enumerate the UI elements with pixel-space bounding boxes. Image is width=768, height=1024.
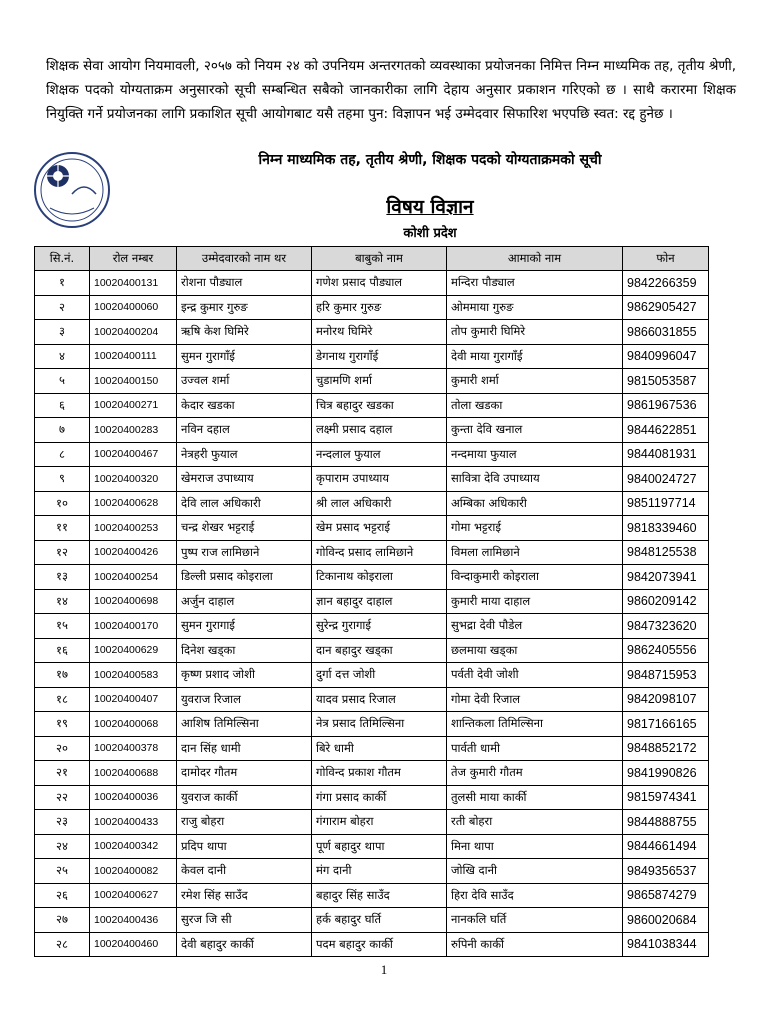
phone-cell: 9840996047 — [623, 344, 709, 369]
father-name-cell: गंगाराम बोहरा — [312, 810, 447, 835]
table-row — [35, 540, 709, 565]
table-row — [35, 442, 709, 467]
candidate-table — [34, 246, 709, 957]
father-name-cell: हर्क बहादुर घर्ति — [312, 908, 447, 933]
phone-cell: 9865874279 — [623, 883, 709, 908]
table-row — [35, 369, 709, 394]
mother-name-cell: विमला लामिछाने — [447, 540, 623, 565]
table-row — [35, 761, 709, 786]
header-serial: सि.नं. — [35, 247, 90, 271]
mother-name-cell: तोप कुमारी घिमिरे — [447, 320, 623, 345]
candidate-name-cell: खेमराज उपाध्याय — [177, 467, 312, 492]
subject-heading — [150, 193, 710, 219]
subject-text: विषय विज्ञान — [386, 196, 474, 218]
roll-number-cell: 10020400342 — [90, 834, 177, 859]
phone-cell: 9844888755 — [623, 810, 709, 835]
serial-cell: २४ — [35, 834, 90, 859]
candidate-name-cell: कृष्ण प्रशाद जोशी — [177, 663, 312, 688]
serial-cell: १ — [35, 271, 90, 296]
candidate-name-cell: रोशना पौड्याल — [177, 271, 312, 296]
serial-cell: १५ — [35, 614, 90, 639]
table-row — [35, 295, 709, 320]
serial-cell: २० — [35, 736, 90, 761]
mother-name-cell: ओममाया गुरुङ — [447, 295, 623, 320]
candidate-name-cell: नविन दहाल — [177, 418, 312, 443]
table-row — [35, 344, 709, 369]
candidate-name-cell: पुष्प राज लामिछाने — [177, 540, 312, 565]
phone-cell: 9842266359 — [623, 271, 709, 296]
roll-number-cell: 10020400150 — [90, 369, 177, 394]
father-name-cell: बिरे धामी — [312, 736, 447, 761]
table-row — [35, 565, 709, 590]
table-row — [35, 736, 709, 761]
serial-cell: २ — [35, 295, 90, 320]
intro-paragraph: शिक्षक सेवा आयोग नियमावली, २०५७ को नियम २४ को उपनियम अन्तरगतको व्यवस्थाका प्रयोजनका निमित्त निम्न माध्यमिक तह, तृतीय श्रेणी, शिक्षक पदको योग्यताक्रम अनुसारको सूची सम्बन्धित सबैको जानकारीका लागि देहाय अनुसार प्रकाशन गरिएको छ । साथै करारमा शिक्षक नियुक्ति गर्ने प्रयोजनका लागि प्रकाशित सूची आयोगबाट यसै तहमा पुन: विज्ञापन भई उम्मेदवार सिफारिश भएपछि स्वत: रद्द हुनेछ । — [46, 57, 736, 122]
serial-cell: १३ — [35, 565, 90, 590]
header-phone: फोन — [623, 247, 709, 271]
father-name-cell: डेगनाथ गुरागाँई — [312, 344, 447, 369]
mother-name-cell: गोमा देवी रिजाल — [447, 687, 623, 712]
roll-number-cell: 10020400460 — [90, 932, 177, 957]
roll-number-cell: 10020400082 — [90, 859, 177, 884]
table-row — [35, 393, 709, 418]
candidate-name-cell: दामोदर गौतम — [177, 761, 312, 786]
father-name-cell: मनोरथ घिमिरे — [312, 320, 447, 345]
serial-cell: ९ — [35, 467, 90, 492]
candidate-name-cell: सुमन गुरागाई — [177, 614, 312, 639]
father-name-cell: यादव प्रसाद रिजाल — [312, 687, 447, 712]
mother-name-cell: जोखि दानी — [447, 859, 623, 884]
candidate-name-cell: डिल्ली प्रसाद कोइराला — [177, 565, 312, 590]
father-name-cell: दान बहादुर खड्का — [312, 638, 447, 663]
mother-name-cell: छलमाया खड्का — [447, 638, 623, 663]
serial-cell: २८ — [35, 932, 90, 957]
phone-cell: 9818339460 — [623, 516, 709, 541]
mother-name-cell: मन्दिरा पौड्याल — [447, 271, 623, 296]
roll-number-cell: 10020400111 — [90, 344, 177, 369]
roll-number-cell: 10020400583 — [90, 663, 177, 688]
father-name-cell: दुर्गा दत्त जोशी — [312, 663, 447, 688]
father-name-cell: टिकानाथ कोइराला — [312, 565, 447, 590]
mother-name-cell: विन्दाकुमारी कोइराला — [447, 565, 623, 590]
phone-cell: 9860020684 — [623, 908, 709, 933]
mother-name-cell: तुलसी माया कार्की — [447, 785, 623, 810]
serial-cell: २२ — [35, 785, 90, 810]
father-name-cell: मंग दानी — [312, 859, 447, 884]
mother-name-cell: रुपिनी कार्की — [447, 932, 623, 957]
candidate-name-cell: ऋषि केश घिमिरे — [177, 320, 312, 345]
candidate-name-cell: केवल दानी — [177, 859, 312, 884]
roll-number-cell: 10020400254 — [90, 565, 177, 590]
serial-cell: ३ — [35, 320, 90, 345]
mother-name-cell: रती बोहरा — [447, 810, 623, 835]
phone-cell: 9815974341 — [623, 785, 709, 810]
candidate-name-cell: इन्द्र कुमार गुरुङ — [177, 295, 312, 320]
phone-cell: 9840024727 — [623, 467, 709, 492]
father-name-cell: गंगा प्रसाद कार्की — [312, 785, 447, 810]
father-name-cell: पूर्ण बहादुर थापा — [312, 834, 447, 859]
mother-name-cell: शान्तिकला तिमिल्सिना — [447, 712, 623, 737]
phone-cell: 9844661494 — [623, 834, 709, 859]
candidate-name-cell: केदार खडका — [177, 393, 312, 418]
serial-cell: ५ — [35, 369, 90, 394]
father-name-cell: हरि कुमार गुरुङ — [312, 295, 447, 320]
roll-number-cell: 10020400378 — [90, 736, 177, 761]
table-row — [35, 687, 709, 712]
phone-cell: 9848852172 — [623, 736, 709, 761]
table-row — [35, 883, 709, 908]
header-roll: रोल नम्बर — [90, 247, 177, 271]
roll-number-cell: 10020400628 — [90, 491, 177, 516]
mother-name-cell: कुमारी शर्मा — [447, 369, 623, 394]
header-candidate-name: उम्मेदवारको नाम थर — [177, 247, 312, 271]
roll-number-cell: 10020400131 — [90, 271, 177, 296]
mother-name-cell: अम्बिका अधिकारी — [447, 491, 623, 516]
table-row — [35, 810, 709, 835]
serial-cell: १८ — [35, 687, 90, 712]
father-name-cell: गोविन्द प्रसाद लामिछाने — [312, 540, 447, 565]
roll-number-cell: 10020400170 — [90, 614, 177, 639]
candidate-name-cell: रमेश सिंह साउँद — [177, 883, 312, 908]
table-row — [35, 663, 709, 688]
father-name-cell: खेम प्रसाद भट्टराई — [312, 516, 447, 541]
candidate-name-cell: राजु बोहरा — [177, 810, 312, 835]
serial-cell: ७ — [35, 418, 90, 443]
serial-cell: ४ — [35, 344, 90, 369]
candidate-name-cell: उज्वल शर्मा — [177, 369, 312, 394]
table-row — [35, 516, 709, 541]
table-header-row — [35, 247, 709, 271]
candidate-name-cell: दिनेश खड्का — [177, 638, 312, 663]
mother-name-cell: देवी माया गुरागाँई — [447, 344, 623, 369]
mother-name-cell: नानकलि घर्ति — [447, 908, 623, 933]
serial-cell: २५ — [35, 859, 90, 884]
roll-number-cell: 10020400204 — [90, 320, 177, 345]
mother-name-cell: पर्वती देवी जोशी — [447, 663, 623, 688]
candidate-name-cell: युवराज कार्की — [177, 785, 312, 810]
serial-cell: १६ — [35, 638, 90, 663]
candidate-name-cell: सुमन गुरागाँई — [177, 344, 312, 369]
table-row — [35, 589, 709, 614]
roll-number-cell: 10020400433 — [90, 810, 177, 835]
phone-cell: 9842098107 — [623, 687, 709, 712]
father-name-cell: नन्दलाल फुयाल — [312, 442, 447, 467]
father-name-cell: गणेश प्रसाद पौड्याल — [312, 271, 447, 296]
candidate-name-cell: युवराज रिजाल — [177, 687, 312, 712]
serial-cell: ८ — [35, 442, 90, 467]
phone-cell: 9844081931 — [623, 442, 709, 467]
roll-number-cell: 10020400629 — [90, 638, 177, 663]
mother-name-cell: तेज कुमारी गौतम — [447, 761, 623, 786]
table-row — [35, 712, 709, 737]
roll-number-cell: 10020400426 — [90, 540, 177, 565]
candidate-name-cell: चन्द्र शेखर भट्टराई — [177, 516, 312, 541]
serial-cell: २३ — [35, 810, 90, 835]
phone-cell: 9841990826 — [623, 761, 709, 786]
phone-cell: 9862905427 — [623, 295, 709, 320]
roll-number-cell: 10020400320 — [90, 467, 177, 492]
table-row — [35, 271, 709, 296]
phone-cell: 9849356537 — [623, 859, 709, 884]
father-name-cell: चुडामणि शर्मा — [312, 369, 447, 394]
phone-cell: 9861967536 — [623, 393, 709, 418]
table-row — [35, 491, 709, 516]
serial-cell: १२ — [35, 540, 90, 565]
roll-number-cell: 10020400407 — [90, 687, 177, 712]
candidate-name-cell: दान सिंह धामी — [177, 736, 312, 761]
candidate-name-cell: देवी बहादुर कार्की — [177, 932, 312, 957]
roll-number-cell: 10020400283 — [90, 418, 177, 443]
mother-name-cell: नन्दमाया फुयाल — [447, 442, 623, 467]
roll-number-cell: 10020400467 — [90, 442, 177, 467]
table-row — [35, 908, 709, 933]
table-row — [35, 467, 709, 492]
roll-number-cell: 10020400036 — [90, 785, 177, 810]
phone-cell: 9848125538 — [623, 540, 709, 565]
table-row — [35, 638, 709, 663]
mother-name-cell: हिरा देवि साउँद — [447, 883, 623, 908]
roll-number-cell: 10020400436 — [90, 908, 177, 933]
roll-number-cell: 10020400698 — [90, 589, 177, 614]
candidate-name-cell: प्रदिप थापा — [177, 834, 312, 859]
table-row — [35, 785, 709, 810]
roll-number-cell: 10020400060 — [90, 295, 177, 320]
mother-name-cell: पार्वती धामी — [447, 736, 623, 761]
serial-cell: १० — [35, 491, 90, 516]
phone-cell: 9866031855 — [623, 320, 709, 345]
father-name-cell: बहादुर सिंह साउँद — [312, 883, 447, 908]
phone-cell: 9842073941 — [623, 565, 709, 590]
mother-name-cell: सावित्रा देवि उपाध्याय — [447, 467, 623, 492]
table-row — [35, 834, 709, 859]
candidate-name-cell: नेत्रहरी फुयाल — [177, 442, 312, 467]
table-row — [35, 859, 709, 884]
table-row — [35, 932, 709, 957]
phone-cell: 9851197714 — [623, 491, 709, 516]
serial-cell: ११ — [35, 516, 90, 541]
page-number: 1 — [380, 962, 388, 977]
roll-number-cell: 10020400271 — [90, 393, 177, 418]
phone-cell: 9848715953 — [623, 663, 709, 688]
serial-cell: २६ — [35, 883, 90, 908]
mother-name-cell: गोमा भट्टराई — [447, 516, 623, 541]
serial-cell: २७ — [35, 908, 90, 933]
father-name-cell: नेत्र प्रसाद तिमिल्सिना — [312, 712, 447, 737]
header-father-name: बाबुको नाम — [312, 247, 447, 271]
father-name-cell: पदम बहादुर कार्की — [312, 932, 447, 957]
candidate-name-cell: आशिष तिमिल्सिना — [177, 712, 312, 737]
phone-cell: 9844622851 — [623, 418, 709, 443]
father-name-cell: चित्र बहादुर खडका — [312, 393, 447, 418]
table-row — [35, 418, 709, 443]
father-name-cell: गोविन्द प्रकाश गौतम — [312, 761, 447, 786]
father-name-cell: ज्ञान बहादुर दाहाल — [312, 589, 447, 614]
phone-cell: 9841038344 — [623, 932, 709, 957]
mother-name-cell: मिना थापा — [447, 834, 623, 859]
roll-number-cell: 10020400627 — [90, 883, 177, 908]
serial-cell: २१ — [35, 761, 90, 786]
list-title: निम्न माध्यमिक तह, तृतीय श्रेणी, शिक्षक पदको योग्यताक्रमको सूची — [258, 152, 602, 168]
serial-cell: ६ — [35, 393, 90, 418]
father-name-cell: कृपाराम उपाध्याय — [312, 467, 447, 492]
phone-cell: 9847323620 — [623, 614, 709, 639]
phone-cell: 9817166165 — [623, 712, 709, 737]
roll-number-cell: 10020400253 — [90, 516, 177, 541]
commission-logo-seal — [32, 150, 112, 230]
serial-cell: १९ — [35, 712, 90, 737]
phone-cell: 9862405556 — [623, 638, 709, 663]
roll-number-cell: 10020400068 — [90, 712, 177, 737]
phone-cell: 9815053587 — [623, 369, 709, 394]
mother-name-cell: सुभद्रा देवी पौडेल — [447, 614, 623, 639]
province-heading: कोशी प्रदेश — [403, 226, 457, 241]
serial-cell: १४ — [35, 589, 90, 614]
candidate-name-cell: सुरज जि सी — [177, 908, 312, 933]
mother-name-cell: कुन्ता देवि खनाल — [447, 418, 623, 443]
candidate-name-cell: देवि लाल अधिकारी — [177, 491, 312, 516]
table-row — [35, 320, 709, 345]
candidate-name-cell: अर्जुन दाहाल — [177, 589, 312, 614]
father-name-cell: लक्ष्मी प्रसाद दहाल — [312, 418, 447, 443]
mother-name-cell: तोला खडका — [447, 393, 623, 418]
phone-cell: 9860209142 — [623, 589, 709, 614]
header-mother-name: आमाको नाम — [447, 247, 623, 271]
father-name-cell: श्री लाल अधिकारी — [312, 491, 447, 516]
roll-number-cell: 10020400688 — [90, 761, 177, 786]
serial-cell: १७ — [35, 663, 90, 688]
father-name-cell: सुरेन्द्र गुरागाई — [312, 614, 447, 639]
table-row — [35, 614, 709, 639]
mother-name-cell: कुमारी माया दाहाल — [447, 589, 623, 614]
